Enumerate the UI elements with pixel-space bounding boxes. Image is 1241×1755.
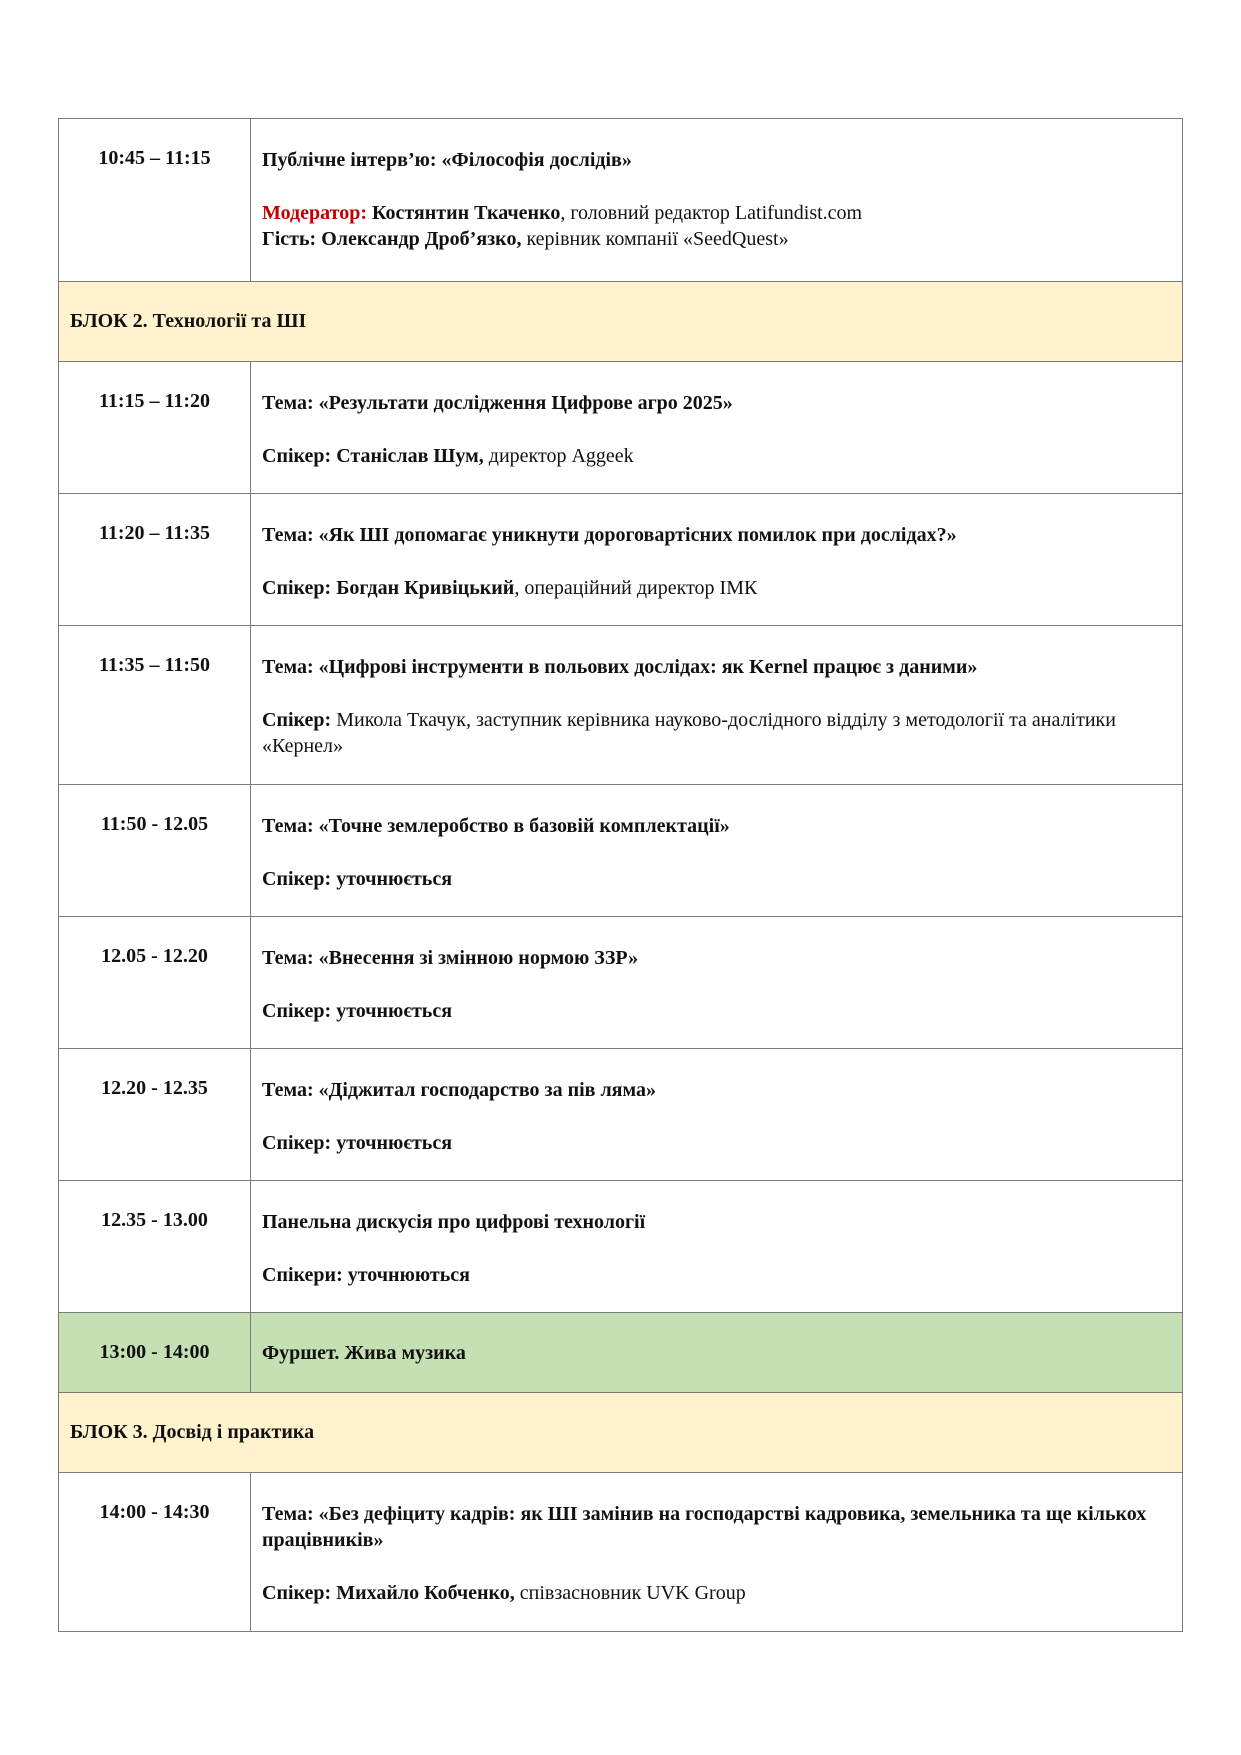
time-cell xyxy=(59,1473,251,1632)
time-cell xyxy=(59,1049,251,1181)
session-title: Тема: «Точне землеробство в базовій комплектації» xyxy=(262,815,730,837)
session-title: Публічне інтерв’ю: «Філософія дослідів» xyxy=(262,149,632,171)
time-cell xyxy=(59,494,251,626)
agenda-row xyxy=(59,362,1183,494)
speaker-line: Спікер: уточнюється xyxy=(262,1132,453,1154)
agenda-row xyxy=(59,1473,1183,1632)
time-text: 11:35 – 11:50 xyxy=(98,654,211,676)
speaker-line: Спікери: уточнюються xyxy=(262,1264,470,1286)
time-text: 13:00 - 14:00 xyxy=(99,1341,210,1363)
time-cell xyxy=(59,1313,251,1393)
session-title: Фуршет. Жива музика xyxy=(262,1341,466,1364)
time-cell xyxy=(59,626,251,785)
guest-name: Олександр Дроб’язко, xyxy=(321,228,522,250)
speaker-line xyxy=(262,1580,1168,1606)
speaker-name: Спікер: Михайло Кобченко, xyxy=(262,1582,515,1604)
guest-line xyxy=(262,226,1168,252)
speaker-role: , операційний директор ІМК xyxy=(514,577,758,599)
time-text: 11:20 – 11:35 xyxy=(98,522,211,544)
time-cell xyxy=(59,917,251,1049)
time-text: 10:45 – 11:15 xyxy=(98,147,211,169)
session-cell xyxy=(251,1313,1183,1393)
session-title: Тема: «Як ШІ допомагає уникнути дороговартісних помилок при дослідах?» xyxy=(262,524,957,546)
session-title: Тема: «Без дефіциту кадрів: як ШІ замінив на господарстві кадровика, земельника та ще кількох працівників» xyxy=(262,1503,1147,1551)
session-cell xyxy=(251,494,1183,626)
time-text: 11:15 – 11:20 xyxy=(98,390,211,412)
agenda-row xyxy=(59,494,1183,626)
block-header: БЛОК 2. Технології та ШІ xyxy=(59,282,1183,362)
session-cell xyxy=(251,626,1183,785)
session-title: Тема: «Результати дослідження Цифрове агро 2025» xyxy=(262,392,733,414)
guest-label: Гість: xyxy=(262,228,317,250)
moderator-role: , головний редактор Latifundist.com xyxy=(560,202,863,224)
time-text: 12.05 - 12.20 xyxy=(101,945,208,967)
lunch-row xyxy=(59,1313,1183,1393)
session-cell xyxy=(251,1473,1183,1632)
session-cell xyxy=(251,1181,1183,1313)
block-header-row xyxy=(59,1393,1183,1473)
session-cell xyxy=(251,119,1183,282)
moderator-label: Модератор: xyxy=(262,202,367,224)
block-header: БЛОК 3. Досвід і практика xyxy=(59,1393,1183,1473)
speaker-name: Спікер: Богдан Кривіцький xyxy=(262,577,515,599)
agenda-row xyxy=(59,1049,1183,1181)
session-cell xyxy=(251,785,1183,917)
speaker-name: Спікер: Станіслав Шум, xyxy=(262,445,484,467)
session-title: Тема: «Діджитал господарство за пів ляма» xyxy=(262,1079,656,1101)
agenda-row xyxy=(59,1181,1183,1313)
session-cell xyxy=(251,362,1183,494)
agenda-row xyxy=(59,917,1183,1049)
session-cell xyxy=(251,1049,1183,1181)
speaker-line: Спікер: уточнюється xyxy=(262,868,453,890)
time-text: 12.35 - 13.00 xyxy=(101,1209,208,1231)
block-header-row xyxy=(59,282,1183,362)
speaker-role: директор Aggeek xyxy=(483,445,634,467)
speaker-name: Спікер: xyxy=(262,709,332,731)
time-cell xyxy=(59,119,251,282)
speaker-role: співзасновник UVK Group xyxy=(514,1582,746,1604)
agenda-row xyxy=(59,626,1183,785)
session-cell xyxy=(251,917,1183,1049)
guest-role: керівник компанії «SeedQuest» xyxy=(526,228,789,250)
speaker-line xyxy=(262,575,1168,601)
time-text: 14:00 - 14:30 xyxy=(99,1501,210,1523)
agenda-row xyxy=(59,785,1183,917)
session-title: Панельна дискусія про цифрові технології xyxy=(262,1211,646,1233)
time-cell xyxy=(59,785,251,917)
time-text: 12.20 - 12.35 xyxy=(101,1077,208,1099)
agenda-table xyxy=(58,118,1183,1632)
time-cell xyxy=(59,362,251,494)
speaker-line xyxy=(262,443,1168,469)
speaker-line xyxy=(262,707,1168,759)
time-cell xyxy=(59,1181,251,1313)
time-text: 11:50 - 12.05 xyxy=(100,813,209,835)
moderator-name: Костянтин Ткаченко xyxy=(371,202,561,224)
moderator-line xyxy=(262,200,1168,226)
speaker-role: Микола Ткачук, заступник керівника науково-дослідного відділу з методології та аналітики «Кернел» xyxy=(262,709,1116,757)
session-title: Тема: «Цифрові інструменти в польових дослідах: як Kernel працює з даними» xyxy=(262,656,978,678)
session-title: Тема: «Внесення зі змінною нормою ЗЗР» xyxy=(262,947,639,969)
agenda-row xyxy=(59,119,1183,282)
speaker-line: Спікер: уточнюється xyxy=(262,1000,453,1022)
